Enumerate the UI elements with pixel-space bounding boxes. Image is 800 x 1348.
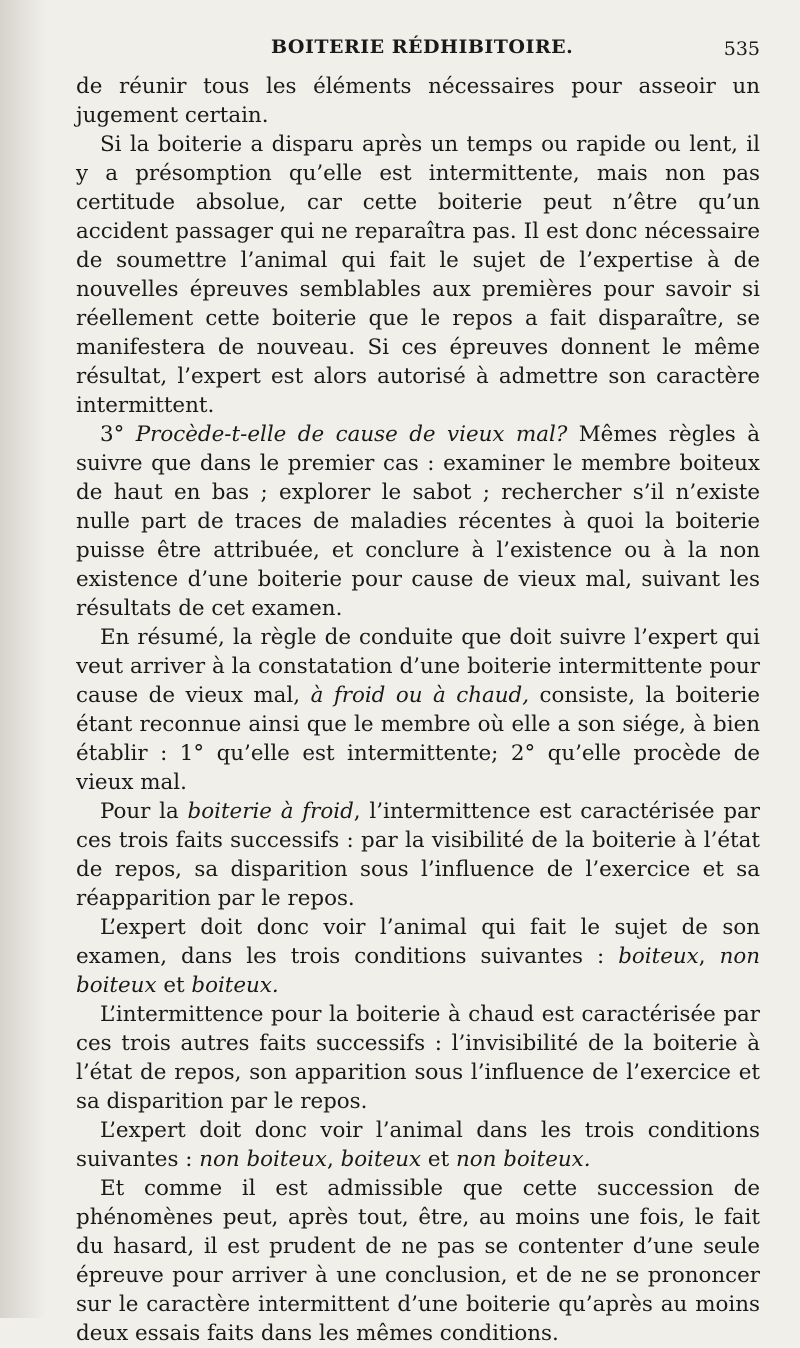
paragraph-intermittent-presumption: Si la boiterie a disparu après un temps ou rapide ou lent, il y a présomption qu’elle est intermittente, mais non pas certitude absolue, car cette boiterie peut n’être qu’un accident passager qui ne reparaîtra pas. Il est donc nécessaire de soumettre l’animal qui fait le sujet de l’expertise à de nouvelles épreuves semblables aux premières pour savoir si réellement cette boiterie que le repos a fait disparaître, se manifestera de nouveau. Si ces épreuves donnent le même résultat, l’expert est alors autorisé à admettre son caractère intermittent. xyxy=(76,132,760,418)
paragraph-vieux-mal-question: 3° Procède-t-elle de cause de vieux mal? Mêmes règles à suivre que dans le premier cas : examiner le membre boiteux de haut en bas ; explorer le sabot ; rechercher s’il n’existe nulle part de traces de maladies récentes à quoi la boiterie puisse être attribuée, et conclure à l’existence ou à la non existence d’une boiterie pour cause de vieux mal, suivant les résultats de cet examen. xyxy=(76,422,760,621)
paragraph-continuation: de réunir tous les éléments nécessaires pour asseoir un jugement certain. xyxy=(76,74,760,128)
paragraph-resume: En résumé, la règle de conduite que doit suivre l’expert qui veut arriver à la constatation d’une boiterie intermittente pour cause de vieux mal, à froid ou à chaud, consiste, la boiterie étant reconnue ainsi que le membre où elle a son siége, à bien établir : 1° qu’elle est intermittente; 2° qu’elle procède de vieux mal. xyxy=(76,625,760,795)
italic-a-froid-ou-a-chaud: à froid ou à chaud, xyxy=(310,683,530,708)
paragraph-conclusion: Et comme il est admissible que cette succession de phénomènes peut, après tout, être, au moins une fois, le fait du hasard, il est prudent de ne pas se contenter d’une seule épreuve pour arriver à une conclusion, et de ne se prononcer sur le caractère intermittent d’une boiterie qu’après au moins deux essais faits dans les mêmes conditions. xyxy=(76,1176,760,1346)
paragraph-expert-conditions-chaud: L’expert doit donc voir l’animal dans les trois conditions suivantes : non boiteux, boiteux et non boiteux. xyxy=(76,1118,760,1172)
item-number: 3° xyxy=(100,422,136,447)
paragraph-expert-conditions-froid: L’expert doit donc voir l’animal qui fait le sujet de son examen, dans les trois conditions suivantes : boiteux, non boiteux et boiteux. xyxy=(76,915,760,998)
paragraph-boiterie-a-chaud: L’intermittence pour la boiterie à chaud est caractérisée par ces trois autres faits successifs : l’invisibilité de la boiterie à l’état de repos, son apparition sous l’influence de l’exercice et sa disparition par le repos. xyxy=(76,1002,760,1114)
page-gutter-shadow xyxy=(0,0,46,1318)
italic-boiterie-a-froid: boiterie à froid xyxy=(187,799,354,824)
running-title: BOITERIE RÉDHIBITOIRE. xyxy=(271,36,574,58)
page-header xyxy=(76,34,760,64)
body-text xyxy=(76,72,760,1348)
paragraph-boiterie-a-froid: Pour la boiterie à froid, l’intermittence est caractérisée par ces trois faits successifs : par la visibilité de la boiterie à l’état de repos, sa disparition sous l’influence de l’exercice et sa réapparition par le repos. xyxy=(76,799,760,911)
italic-question: Procède-t-elle de cause de vieux mal? xyxy=(135,422,568,447)
page-number: 535 xyxy=(723,38,760,60)
